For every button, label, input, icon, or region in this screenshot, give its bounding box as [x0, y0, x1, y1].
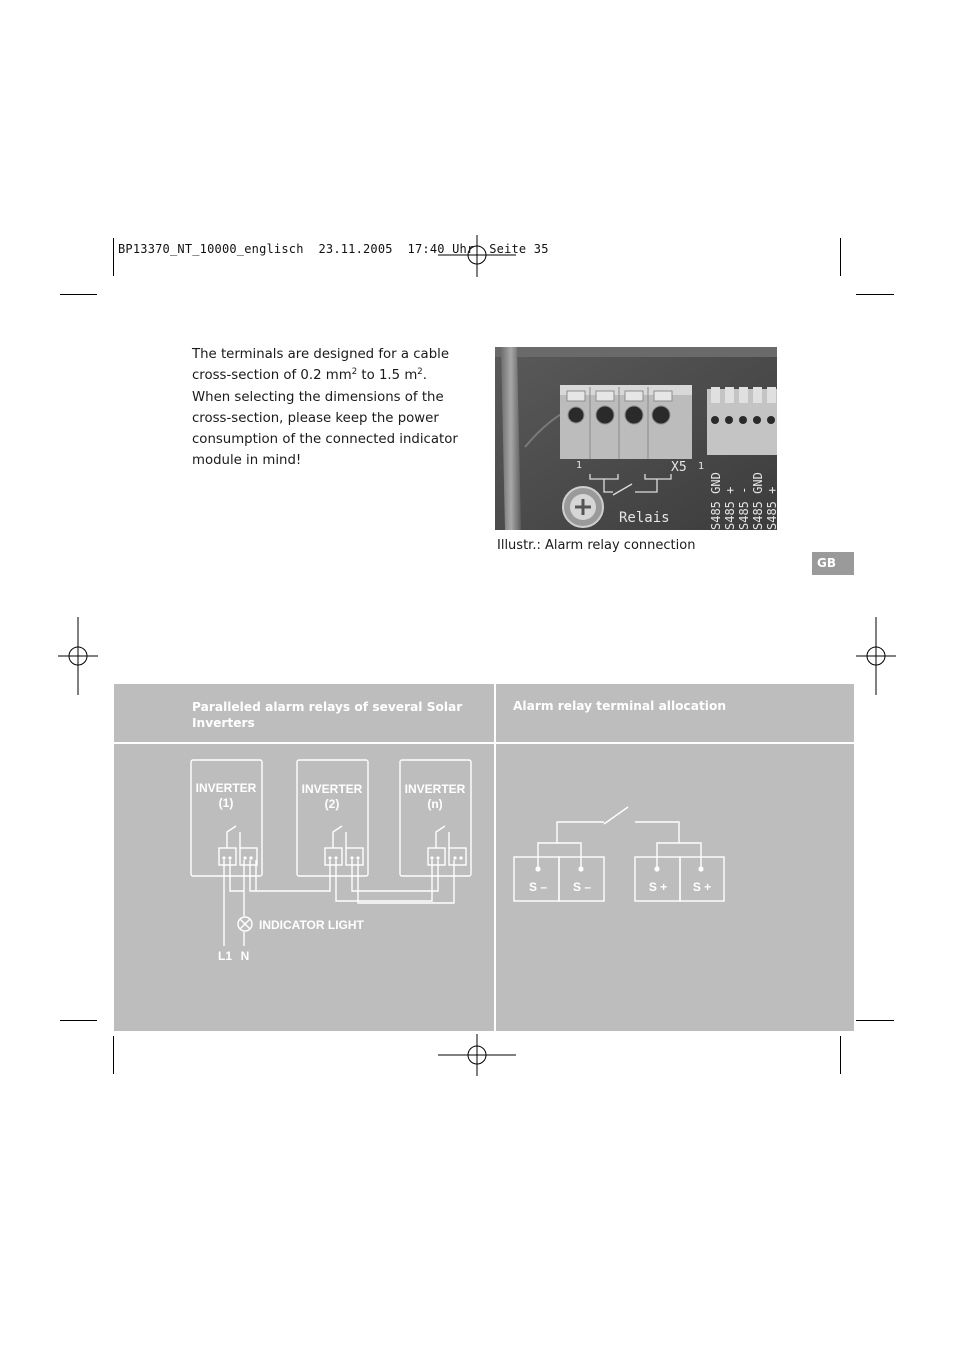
body-paragraph	[192, 344, 462, 472]
indicator-light-label: INDICATOR LIGHT	[259, 918, 364, 932]
terminal-label: S +	[692, 880, 712, 894]
print-slug-line: BP13370_NT_10000_englisch 23.11.2005 17:40 Uhr Seite 35	[118, 242, 549, 256]
photo-caption: Illustr.: Alarm relay connection	[497, 538, 696, 553]
crop-mark	[113, 1036, 114, 1074]
crop-mark	[856, 294, 894, 295]
crop-mark	[840, 238, 841, 276]
left-panel-header: Paralleled alarm relays of several Solar Inverters	[192, 700, 463, 730]
photo-label: X5	[671, 460, 687, 475]
body-line: cross-section, please keep the power	[192, 410, 439, 426]
l1-label: L1	[217, 949, 233, 963]
alarm-relay-photo	[495, 347, 777, 530]
registration-target-icon	[438, 1034, 516, 1076]
inverter-label: INVERTER	[301, 782, 363, 796]
body-line: The terminals are designed for a cable	[192, 347, 450, 362]
rs485-label: S485 +	[723, 486, 737, 530]
inverter-label: INVERTER	[195, 781, 257, 795]
n-label: N	[240, 949, 250, 963]
crop-mark	[856, 1020, 894, 1021]
crop-mark	[60, 1020, 97, 1021]
body-line: module in mind!	[192, 453, 302, 469]
photo-label: 1	[698, 461, 705, 472]
rs485-label: S485 GND	[709, 472, 723, 530]
photo-label: Relais	[619, 510, 670, 526]
terminal-label: S –	[572, 880, 592, 894]
body-line: consumption of the connected indicator	[192, 432, 458, 448]
terminal-label: S –	[528, 880, 548, 894]
terminal-label: S +	[648, 880, 668, 894]
inverter-index: (2)	[324, 797, 340, 811]
right-panel-header: Alarm relay terminal allocation	[513, 699, 727, 713]
inverter-index: (n)	[427, 797, 443, 811]
photo-label: 1	[576, 460, 583, 471]
rs485-label: S485 -	[737, 486, 751, 530]
language-tab: GB	[812, 552, 854, 575]
crop-mark	[113, 238, 114, 276]
body-line: When selecting the dimensions of the	[192, 389, 444, 405]
registration-target-icon	[856, 617, 896, 695]
crop-mark	[840, 1036, 841, 1074]
rs485-label: S485 +	[765, 486, 779, 530]
inverter-label: INVERTER	[404, 782, 466, 796]
wiring-diagram	[114, 744, 854, 1031]
registration-target-icon	[58, 617, 98, 695]
rs485-label: S485 GND	[751, 472, 765, 530]
crop-mark	[60, 294, 97, 295]
inverter-index: (1)	[218, 796, 234, 810]
body-line: cross-section of 0.2 $mm^2$ to 1.5 $m^2$.	[192, 367, 427, 384]
